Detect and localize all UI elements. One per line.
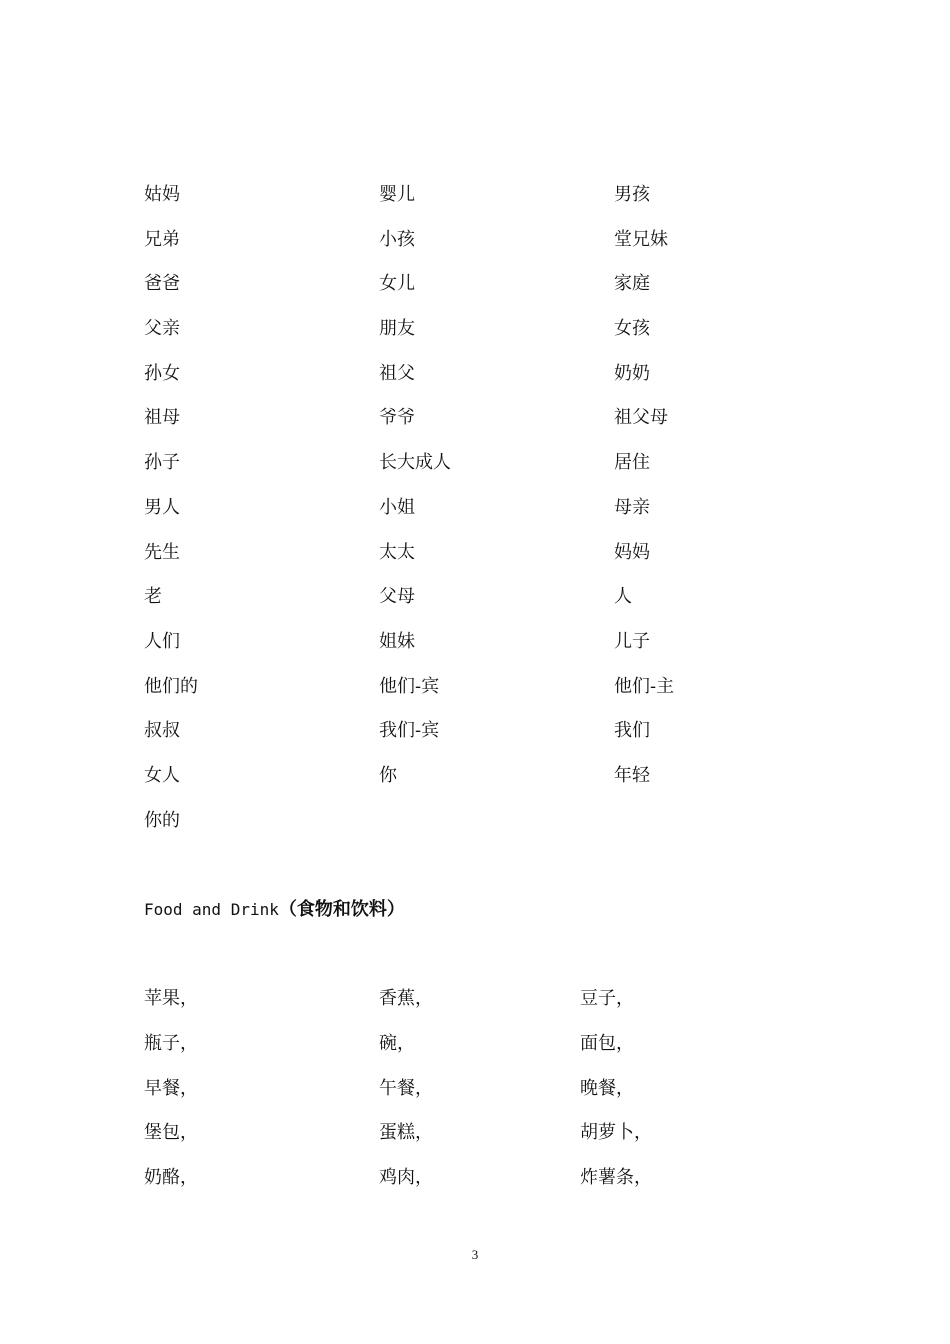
family-word-list (144, 176, 814, 846)
word-cell: 太太 (379, 541, 415, 563)
word-cell: 祖父母 (614, 407, 668, 429)
section-heading-english: Food and Drink (144, 900, 279, 919)
word-cell: 孙女 (144, 362, 180, 384)
word-cell: 你 (379, 764, 397, 786)
word-cell: 妈妈 (614, 541, 650, 563)
word-cell: 小孩 (379, 228, 415, 250)
word-cell: 人 (614, 586, 632, 608)
word-cell: 香蕉， (379, 988, 433, 1009)
word-cell: 你的 (144, 809, 180, 831)
word-cell: 瓶子， (144, 1032, 198, 1054)
word-cell: 炸薯条， (580, 1167, 652, 1189)
word-cell: 爸爸 (144, 273, 180, 295)
word-cell: 老 (144, 586, 162, 608)
word-cell: 人们 (144, 630, 180, 652)
word-cell: 儿子 (614, 630, 650, 652)
word-cell: 他们-主 (614, 675, 675, 697)
word-cell: 叔叔 (144, 720, 180, 742)
word-cell: 碗， (379, 1032, 415, 1054)
word-cell: 胡萝卜， (580, 1122, 652, 1144)
word-cell (614, 802, 814, 847)
word-cell: 父母 (379, 586, 415, 608)
word-cell (379, 802, 614, 847)
word-cell: 小姐 (379, 496, 415, 518)
word-cell: 他们的 (144, 675, 198, 697)
word-cell: 午餐， (379, 1077, 433, 1099)
word-cell: 我们 (614, 720, 650, 742)
word-cell: 年轻 (614, 764, 650, 786)
word-cell: 母亲 (614, 496, 650, 518)
word-cell: 女孩 (614, 318, 650, 340)
word-cell: 豆子， (580, 988, 634, 1009)
word-cell: 兄弟 (144, 228, 180, 250)
section-heading-food-and-drink (144, 894, 405, 926)
word-cell: 他们-宾 (379, 675, 440, 697)
word-cell: 朋友 (379, 318, 415, 340)
food-word-list (144, 980, 780, 1204)
word-cell: 奶酪， (144, 1167, 198, 1189)
word-cell: 鸡肉， (379, 1167, 433, 1189)
word-cell: 祖母 (144, 407, 180, 429)
word-cell: 长大成人 (379, 452, 451, 474)
word-cell: 家庭 (614, 273, 650, 295)
word-cell: 晚餐， (580, 1077, 634, 1099)
word-cell: 先生 (144, 541, 180, 563)
word-cell: 苹果， (144, 988, 198, 1009)
word-cell: 男人 (144, 496, 180, 518)
word-cell: 婴儿 (379, 184, 415, 205)
word-cell: 早餐， (144, 1077, 198, 1099)
word-cell: 姑妈 (144, 184, 180, 205)
word-cell: 堂兄妹 (614, 228, 668, 250)
word-cell: 男孩 (614, 184, 650, 205)
word-cell: 爷爷 (379, 407, 415, 429)
word-cell: 祖父 (379, 362, 415, 384)
word-cell: 奶奶 (614, 362, 650, 384)
word-cell: 孙子 (144, 452, 180, 474)
page-number: 3 (471, 1247, 479, 1262)
word-cell: 女人 (144, 764, 180, 786)
word-cell: 父亲 (144, 318, 180, 340)
word-cell: 面包， (580, 1032, 634, 1054)
word-cell: 女儿 (379, 273, 415, 295)
word-cell: 蛋糕， (379, 1122, 433, 1144)
section-heading-chinese: （食物和饮料） (278, 899, 405, 920)
word-cell: 居住 (614, 452, 650, 474)
word-cell: 姐妹 (379, 630, 415, 652)
word-cell: 我们-宾 (379, 720, 440, 742)
word-cell: 堡包， (144, 1122, 198, 1144)
